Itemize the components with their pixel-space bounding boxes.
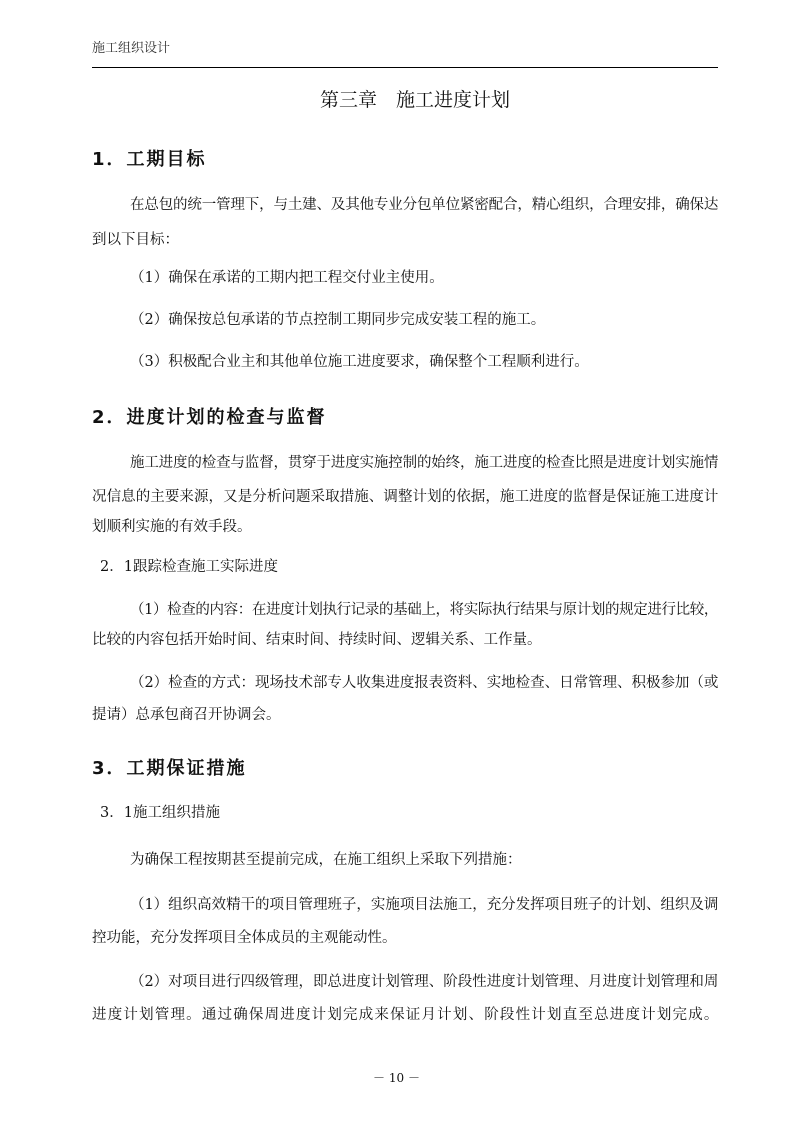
list-item: （2）检查的方式：现场技术部专人收集进度报表资料、实地检查、日常管理、积极参加（或 (130, 675, 718, 691)
list-item-continued: 控功能，充分发挥项目全体成员的主观能动性。 (92, 930, 397, 946)
subsection-heading: 3．1施工组织措施 (100, 805, 220, 821)
list-item: （1）检查的内容：在进度计划执行记录的基础上，将实际执行结果与原计划的规定进行比较， (130, 602, 718, 618)
paragraph-line: 划顺利实施的有效手段。 (92, 519, 252, 535)
list-item-continued: 比较的内容包括开始时间、结束时间、持续时间、逻辑关系、工作量。 (92, 632, 542, 648)
page-number: － 10 － (373, 1071, 420, 1085)
list-item: （3）积极配合业主和其他单位施工进度要求，确保整个工程顺利进行。 (130, 354, 589, 370)
paragraph-line: 施工进度的检查与监督，贯穿于进度实施控制的始终，施工进度的检查比照是进度计划实施情 (130, 455, 718, 471)
running-header: 施工组织设计 (92, 41, 171, 56)
list-item: （1）确保在承诺的工期内把工程交付业主使用。 (130, 270, 444, 286)
list-item-continued: 提请）总承包商召开协调会。 (92, 707, 281, 723)
chapter-title: 第三章 施工进度计划 (319, 89, 510, 111)
list-item: （2）确保按总包承诺的节点控制工期同步完成安装工程的施工。 (130, 312, 546, 328)
paragraph-line: 到以下目标： (92, 232, 179, 248)
paragraph-line: 在总包的统一管理下，与土建、及其他专业分包单位紧密配合，精心组织，合理安排，确保达 (130, 197, 718, 213)
section-heading: 1．工期目标 (92, 149, 207, 170)
list-item-continued: 进度计划管理。通过确保周进度计划完成来保证月计划、阶段性计划直至总进度计划完成。 (92, 1007, 718, 1023)
header-rule (92, 67, 718, 68)
list-item: （2）对项目进行四级管理，即总进度计划管理、阶段性进度计划管理、月进度计划管理和周 (130, 974, 718, 990)
section-heading: 3．工期保证措施 (92, 758, 247, 779)
section-heading: 2．进度计划的检查与监督 (92, 407, 327, 428)
paragraph-line: 为确保工程按期甚至提前完成，在施工组织上采取下列措施： (130, 852, 522, 868)
subsection-heading: 2．1跟踪检查施工实际进度 (100, 559, 278, 575)
list-item: （1）组织高效精干的项目管理班子，实施项目法施工，充分发挥项目班子的计划、组织及调 (130, 897, 718, 913)
paragraph-line: 况信息的主要来源，又是分析问题采取措施、调整计划的依据，施工进度的监督是保证施工进度计 (92, 489, 718, 505)
